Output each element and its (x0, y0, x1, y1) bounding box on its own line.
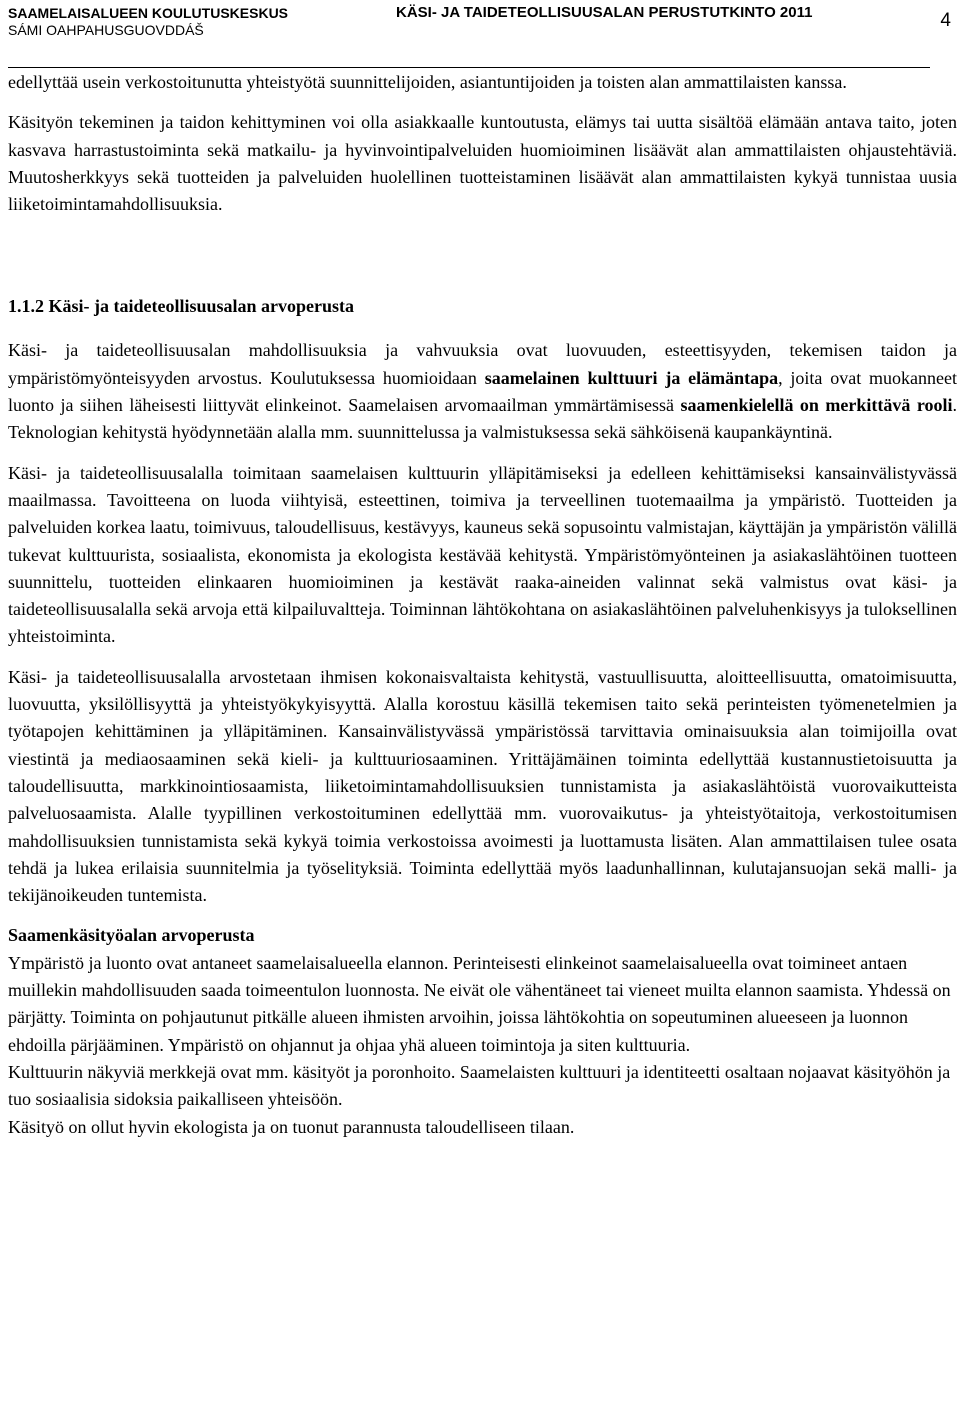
page-header (8, 5, 953, 47)
paragraph-sustainability: Käsi- ja taideteollisuusalalla toimitaan saamelaisen kulttuurin ylläpitämiseksi ja edelleen kehittämiseksi kansainvälistyvässä maailmassa. Tavoitteena on luoda viihtyisä, esteettinen, toimiva ja terveellinen tuotemaailma ja ympäristö. Tuotteiden ja palveluiden korkea laatu, toimivuus, taloudellisuus, kestävyys, kauneus sekä sopusointu valmistajan, käyttäjän ja ympäristön välillä tukevat kulttuurista, sosiaalista, ekonomista ja ekologista kestävää kehitystä. Ympäristömyönteinen ja asiakaslähtöinen tuotteen suunnittelu, tuotteiden elinkaaren huomioiminen ja kestävät raaka-aineiden valinnat sekä valmistus ovat käsi- ja taideteollisuusalalla sekä arvoja että kilpailuvaltteja. Toiminnan lähtökohtana on asiakaslähtöinen palveluhenkisyys ja tuloksellinen yhteistoiminta. (8, 462, 957, 647)
paragraph-craft-skills: Käsityön tekeminen ja taidon kehittyminen voi olla asiakkaalle kuntoutusta, elämys tai uutta sisältöä elämään antava taito, joten kasvava harrastustoiminta sekä matkailu- ja hyvinvointipalveluiden huomioiminen lisäävät alan ammattilaisten ohjaustehtäviä. Muutosherkkyys sekä tuotteiden ja palveluiden huolellinen tuotteistaminen lisäävät alan ammattilaisten kykyä tunnistaa uusia liiketoimintamahdollisuuksia. (8, 112, 957, 215)
paragraph-environment: Ympäristö ja luonto ovat antaneet saamelaisalueella elannon. Perinteisesti elinkeinot saamelaisalueella ovat toimineet antaen muillekin mahdollisuuden saada toimeentulon luonnosta. Ne eivät ole vähentäneet tai vieneet muilta elannon saamista. Yhdessä on pärjätty. Toiminta on pohjautunut pitkälle alueen ihmisten arvoihin, joissa lähtökohtia on sopeutuminen alueeseen ja luonnon ehdoilla pärjääminen. Ympäristö on ohjannut ja ohjaa yhä alueen toimintoja ja siten kulttuuria. (8, 952, 951, 1055)
subsection-heading: Saamenkäsityöalan arvoperusta (8, 925, 255, 946)
sami-craft-section (8, 922, 957, 1140)
paragraph-text: Käsi- ja taideteollisuusalan mahdollisuuksia ja vahvuuksia ovat luovuuden, esteettisyyden, tekemisen taidon ja ympäristömyönteisyyden arvostus. Koulutuksessa huomioidaan (8, 340, 957, 388)
emphasis-sami-language: saamenkielellä on merkittävä rooli (680, 395, 953, 416)
paragraph-continuation: edellyttää usein verkostoitunutta yhteistyötä suunnittelijoiden, asiantuntijoiden ja toisten alan ammattilaisten kanssa. (8, 72, 847, 92)
page-number: 4 (940, 10, 951, 31)
paragraph-professional-skills: Käsi- ja taideteollisuusalalla arvostetaan ihmisen kokonaisvaltaista kehitystä, vastuullisuutta, aloitteellisuutta, omatoimisuutta, luovuutta, yksilöllisyyttä ja yhteistyökykyisyyttä. Alalla korostuu käsillä tekemisen taito sekä perinteisten työmenetelmien ja työtapojen kehittäminen ja ylläpitäminen. Kansainvälistyvässä ympäristössä tarvittavia ominaisuuksia alan toimijoilla ovat viestintä ja mediaosaaminen sekä kieli- ja kulttuuriosaaminen. Yrittäjämäinen toiminta edellyttää kustannustietoisuutta ja taloudellisuutta, markkinointiosaamista, liiketoimintamahdollisuuksien tunnistamista ja asiakaslähtöistä vuorovaikutteista palveluosaamista. Alalle tyypillinen verkostoituminen edellyttää mm. vuorovaikutus- ja yhteistyötaitoja, verkostoitumisen mahdollisuuksien tunnistamista sekä kykyä toimia verkostoissa avoimesti ja luottamusta lisäten. Alan ammattilaisen tulee osata tehdä ja lukea erilaisia suunnitelmia ja työselityksiä. Toiminta edellyttää myös laadunhallinnan, kulutajansuojan sekä malli- ja tekijänoikeuden tuntemista. (8, 666, 957, 906)
paragraph-text: . Teknologian kehitystä hyödynnetään alalla mm. suunnittelussa ja valmistuksessa sekä sähköisenä kaupankäyntinä. (8, 395, 957, 443)
paragraph-text: , joita ovat muokanneet luonto ja siihen läheisesti liittyvät elinkeinot. Saamelaisen arvomaailman ymmärtämisessä (8, 367, 957, 416)
organization-name-sami: SÁMI OAHPAHUSGUOVDDÁŠ (8, 22, 204, 38)
paragraph-values-intro (8, 337, 957, 446)
paragraph-culture-signs: Kulttuurin näkyviä merkkejä ovat mm. käsityöt ja poronhoito. Saamelaisten kulttuuri ja identiteetti osaltaan nojaavat käsityöhön ja tuo sosiaalisia sidoksia paikalliseen yhteisöön. (8, 1061, 951, 1110)
page-body (8, 69, 957, 1141)
organization-name: SAAMELAISALUEEN KOULUTUSKESKUS (8, 5, 289, 21)
section-heading: 1.1.2 Käsi- ja taideteollisuusalan arvoperusta (8, 296, 355, 317)
header-divider (8, 67, 930, 68)
document-title: KÄSI- JA TAIDETEOLLISUUSALAN PERUSTUTKINTO 2011 (396, 4, 813, 21)
emphasis-sami-culture: saamelainen kulttuuri ja elämäntapa (484, 367, 779, 388)
paragraph-ecology: Käsityö on ollut hyvin ekologista ja on tuonut parannusta taloudelliseen tilaan. (8, 1116, 575, 1137)
